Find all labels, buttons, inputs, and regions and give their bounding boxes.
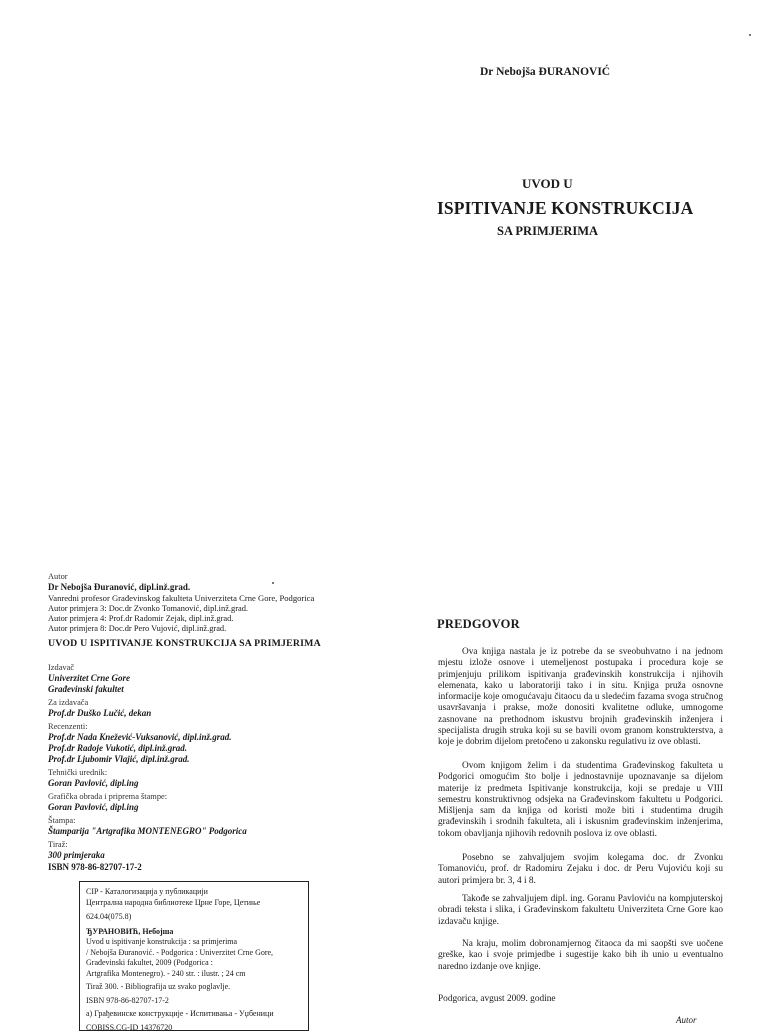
imprint-recenzenti-label: Recenzenti:: [48, 722, 88, 731]
cip-line: Tiraž 300. - Bibliografija uz svako poglavlje.: [86, 982, 302, 993]
book-title: ISPITIVANJE KONSTRUKCIJA: [437, 198, 693, 219]
imprint-za-izdavaca: Prof.dr Duško Lučić, dekan: [48, 708, 151, 718]
imprint-isbn: ISBN 978-86-82707-17-2: [48, 862, 142, 872]
imprint-recenzent: Prof.dr Nada Knežević-Vuksanović, dipl.inž.grad.: [48, 732, 232, 742]
imprint-autor-name: Dr Nebojša Đuranović, dipl.inž.grad.: [48, 582, 190, 592]
imprint-izdavac-label: Izdavač: [48, 663, 74, 672]
cip-line: ISBN 978-86-82707-17-2: [86, 996, 302, 1007]
imprint-graficka: Goran Pavlović, dipl.ing: [48, 802, 139, 812]
imprint-example-author: Autor primjera 8: Doc.dr Pero Vujović, dipl.inž.grad.: [48, 624, 226, 633]
preface-paragraph-text: Ovom knjigom želim i da studentima Građevinskog fakulteta u Podgorici omogućim što bolje i jednostavnije upoznavanje sa dijelom materije iz predmeta Ispitivanje konstrukcija, koji se predaje u VIII semestru konstruktivnog odsjeka na Građevinskom fakultetu u Podgorici. Mišljenja sam da knjiga od koristi može biti i studentima drugih građevinskih i srodnih fakulteta, ali i iskusnim građevinskim inženjerima, tokom obavljanja njihovih redovnih poslova iz ove oblasti.: [438, 761, 723, 840]
preface-date: Podgorica, avgust 2009. godine: [438, 994, 556, 1004]
imprint-za-izdavaca-label: Za izdavača: [48, 698, 88, 707]
scan-speck: [272, 582, 274, 584]
preface-paragraph: [438, 894, 723, 928]
imprint-stampa-label: Štampa:: [48, 816, 75, 825]
cip-line: Uvod u ispitivanje konstrukcija : sa primjerima: [86, 937, 302, 948]
cip-line: CIP - Каталогизација у публикацији: [86, 887, 302, 898]
imprint-book-title: UVOD U ISPITIVANJE KONSTRUKCIJA SA PRIMJERIMA: [48, 638, 321, 649]
cip-line: / Nebojša Đuranović. - Podgorica : Univerzitet Crne Gore,: [86, 948, 302, 959]
cip-line: a) Грађевинске конструкције - Испитивања - Уџбеници: [86, 1009, 302, 1020]
preface-paragraph: [438, 939, 723, 973]
imprint-tiraz-label: Tiraž:: [48, 840, 68, 849]
imprint-tehnicki-urednik-label: Tehnički urednik:: [48, 768, 107, 777]
imprint-izdavac: Građevinski fakultet: [48, 684, 124, 694]
scan-speck: [749, 34, 751, 36]
preface-paragraph-text: Ova knjiga nastala je iz potrebe da se sveobuhvatno i na jednom mjestu izlože osnove i utemeljenost postupaka i procedura koje se primjenjuju prilikom ispitivanja građevinskih konstrukcija i njihovih elemenata, kako u laboratoriji tako i in situ. Knjiga pruža osnovne informacije koje omogućavaju čitaocu da u sledećim fazama svoga stručnog usavršavanja i prakse, može donositi kvalitetne odluke, umnogome zasnovane na prethodnom iskustvu brojnih građevinskih inženjera i specijalista drugih struka koji su se bavili ovom granom konstrukterstva, a koje je dobrim dijelom pretočeno u zakonsku regulativu iz ove oblasti.: [438, 647, 723, 749]
book-subtitle: SA PRIMJERIMA: [497, 224, 598, 239]
imprint-stampa: Štamparija "Artgrafika MONTENEGRO" Podgorica: [48, 826, 247, 836]
preface-paragraph-text: Takođe se zahvaljujem dipl. ing. Goranu Pavloviću na kompjuterskoj obradi teksta i slika, i Građevinskom fakultetu Univerziteta Crne Gore kao izdavaču knjige.: [438, 894, 723, 928]
preface-heading: PREDGOVOR: [437, 617, 520, 632]
preface-paragraph-text: Na kraju, molim dobronamjernog čitaoca da mi saopšti sve uočene greške, kao i svoje primjedbe i sugestije kako bih ih unio u eventualno naredno izdanje ove knjige.: [438, 939, 723, 973]
imprint-example-author: Autor primjera 4: Prof.dr Radomir Zejak, dipl.inž.grad.: [48, 614, 233, 623]
cip-line: COBISS.CG-ID 14376720: [86, 1023, 302, 1033]
preface-paragraph: [438, 853, 723, 887]
preface-signature: Autor: [676, 1015, 697, 1025]
imprint-recenzent: Prof.dr Ljubomir Vlajić, dipl.inž.grad.: [48, 754, 190, 764]
imprint-tehnicki-urednik: Goran Pavlović, dipl.ing: [48, 778, 139, 788]
imprint-autor-position: Vanredni profesor Građevinskog fakulteta Univerziteta Crne Gore, Podgorica: [48, 593, 314, 603]
imprint-example-author: Autor primjera 3: Doc.dr Zvonko Tomanović, dipl.inž.grad.: [48, 604, 248, 613]
preface-paragraph: [438, 647, 723, 749]
cip-line: Građevinski fakultet, 2009 (Podgorica :: [86, 958, 302, 969]
author-name: Dr Nebojša ĐURANOVIĆ: [480, 66, 610, 78]
title-line-1: UVOD U: [522, 176, 573, 192]
imprint-autor-label: Autor: [48, 572, 68, 581]
cip-line: ЂУРАНОВИЋ, Небојша: [86, 927, 302, 938]
imprint-izdavac: Univerzitet Crne Gore: [48, 673, 130, 683]
cip-record-box: [79, 881, 309, 1031]
cip-line: 624.04(075.8): [86, 912, 302, 923]
imprint-graficka-label: Grafička obrada i priprema štampe:: [48, 792, 167, 801]
preface-paragraph-text: Posebno se zahvaljujem svojim kolegama doc. dr Zvonku Tomanoviću, prof. dr Radomiru Zejaku i doc. dr Peru Vujoviću koji su autori primjera br. 3, 4 i 8.: [438, 853, 723, 887]
imprint-recenzent: Prof.dr Radoje Vukotić, dipl.inž.grad.: [48, 743, 187, 753]
cip-line: Artgrafika Montenegro). - 240 str. : ilustr. ; 24 cm: [86, 969, 302, 980]
cip-line: Централна народна библиотеке Црне Горе, Цетиње: [86, 898, 302, 909]
imprint-tiraz: 300 primjeraka: [48, 850, 105, 860]
preface-paragraph: [438, 761, 723, 840]
